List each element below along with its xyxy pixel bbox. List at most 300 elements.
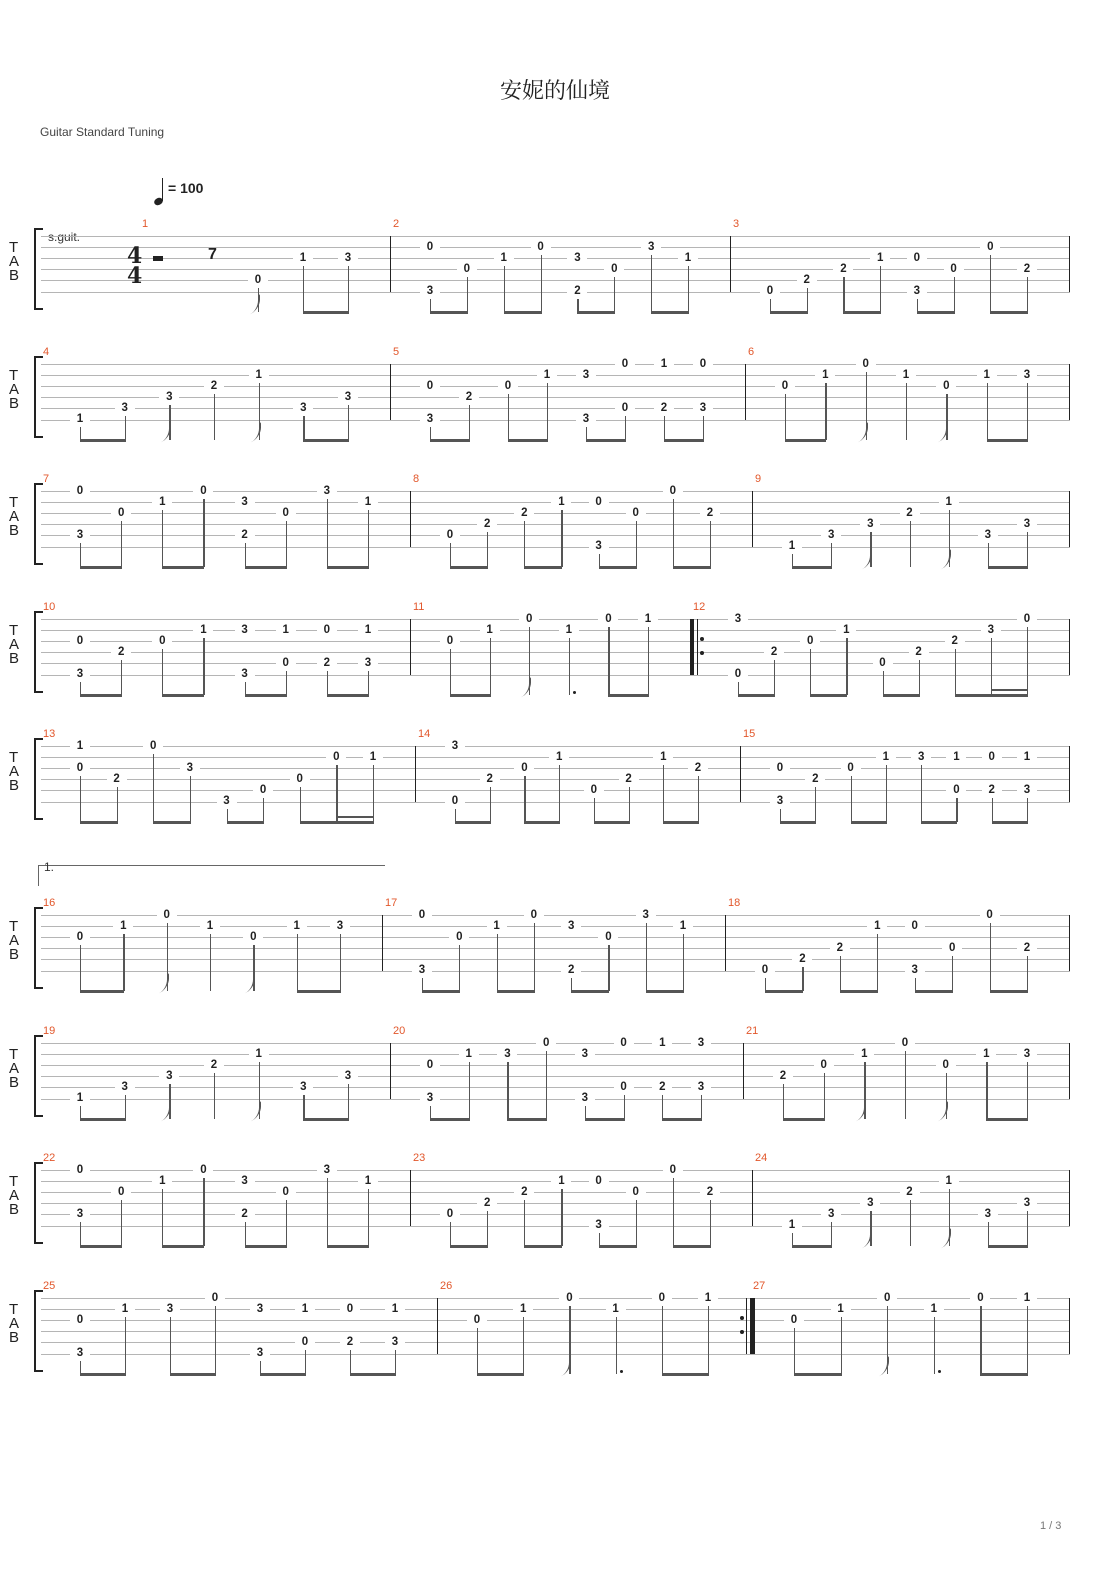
fret-number: 3 xyxy=(412,964,432,976)
fret-number: 0 xyxy=(614,1081,634,1093)
note-stem xyxy=(905,1051,906,1119)
fret-number: 3 xyxy=(160,1303,180,1315)
measure-number: 7 xyxy=(43,473,50,485)
note-stem xyxy=(524,521,525,567)
barline xyxy=(390,1043,391,1099)
tab-clef-letter: B xyxy=(9,522,20,539)
note-beam xyxy=(663,821,699,824)
fret-number: 0 xyxy=(205,1292,225,1304)
fret-number: 1 xyxy=(1017,751,1037,763)
fret-number: 2 xyxy=(773,1070,793,1082)
fret-number: 3 xyxy=(250,1303,270,1315)
fret-number: 2 xyxy=(764,646,784,658)
fret-number: 2 xyxy=(204,380,224,392)
fret-number: 2 xyxy=(340,1336,360,1348)
fret-number: 1 xyxy=(854,1048,874,1060)
fret-number: 3 xyxy=(330,920,350,932)
note-stem xyxy=(547,383,548,440)
fret-number: 1 xyxy=(549,751,569,763)
time-sig-bottom: 4 xyxy=(127,263,143,289)
fret-number: 1 xyxy=(494,252,514,264)
string-line xyxy=(41,1309,1070,1310)
repeat-dot xyxy=(700,651,704,655)
fret-number: 2 xyxy=(652,1081,672,1093)
fret-number: 0 xyxy=(814,1059,834,1071)
time-sig-top: 4 xyxy=(127,243,143,269)
barline xyxy=(745,364,746,420)
note-stem xyxy=(802,967,803,991)
fret-number: 1 xyxy=(977,369,997,381)
fret-number: 0 xyxy=(440,1208,460,1220)
fret-number: 2 xyxy=(805,773,825,785)
tab-clef-letter: T xyxy=(9,239,19,256)
measure-number: 18 xyxy=(728,897,741,909)
note-stem xyxy=(117,787,118,822)
fret-number: 3 xyxy=(115,402,135,414)
fret-number: 0 xyxy=(70,635,90,647)
fret-number: 1 xyxy=(537,369,557,381)
fret-number: 0 xyxy=(693,358,713,370)
fret-number: 1 xyxy=(896,369,916,381)
fret-number: 3 xyxy=(576,369,596,381)
fret-number: 0 xyxy=(420,1059,440,1071)
tab-clef-letter: B xyxy=(9,650,20,667)
fret-number: 0 xyxy=(877,1292,897,1304)
fret-number: 0 xyxy=(559,1292,579,1304)
fret-number: 3 xyxy=(978,1208,998,1220)
note-beam xyxy=(450,694,491,697)
barline xyxy=(410,1170,411,1226)
fret-number: 3 xyxy=(589,1219,609,1231)
fret-number: 0 xyxy=(770,762,790,774)
note-beam xyxy=(577,311,615,314)
note-beam xyxy=(990,990,1028,993)
note-beam xyxy=(843,311,881,314)
fret-number: 3 xyxy=(1017,784,1037,796)
measure-number: 6 xyxy=(748,346,755,358)
repeat-end-thin xyxy=(746,1298,747,1354)
fret-number: 3 xyxy=(905,964,925,976)
note-beam xyxy=(990,311,1028,314)
string-line xyxy=(41,247,1070,248)
repeat-start-thin xyxy=(697,619,698,675)
tempo-marking xyxy=(154,176,234,210)
fret-number: 0 xyxy=(936,380,956,392)
note-stem xyxy=(368,510,369,567)
note-stem xyxy=(348,405,349,440)
fret-number: 0 xyxy=(873,657,893,669)
tab-system xyxy=(0,1152,1110,1258)
note-beam xyxy=(170,1373,216,1376)
note-stem xyxy=(450,1222,451,1246)
note-beam xyxy=(162,566,204,569)
fret-number: 3 xyxy=(691,1081,711,1093)
note-stem xyxy=(843,277,844,312)
fret-number: 0 xyxy=(755,964,775,976)
note-beam xyxy=(662,1118,702,1121)
fret-number: 3 xyxy=(567,252,587,264)
note-stem xyxy=(614,277,615,312)
string-line xyxy=(41,280,1070,281)
note-stem xyxy=(300,787,301,822)
tab-clef-letter: A xyxy=(9,636,20,653)
note-beam xyxy=(508,439,548,442)
repeat-end-thick xyxy=(751,1298,755,1354)
tab-clef-letter: B xyxy=(9,777,20,794)
note-beam xyxy=(350,1373,396,1376)
tab-system xyxy=(0,728,1110,834)
fret-number: 2 xyxy=(688,762,708,774)
note-stem xyxy=(840,956,841,991)
measure-number: 5 xyxy=(393,346,400,358)
note-beam xyxy=(586,439,626,442)
note-beam xyxy=(673,566,711,569)
fret-number: 3 xyxy=(1017,1197,1037,1209)
note-stem xyxy=(608,945,609,991)
note-stem xyxy=(121,521,122,567)
note-stem xyxy=(919,660,920,695)
fret-number: 0 xyxy=(784,1314,804,1326)
note-beam xyxy=(422,990,460,993)
fret-number: 0 xyxy=(970,1292,990,1304)
note-stem xyxy=(986,1062,987,1119)
tab-clef-letter: B xyxy=(9,1329,20,1346)
measure-number: 13 xyxy=(43,728,56,740)
fret-number: 2 xyxy=(619,773,639,785)
fret-number: 3 xyxy=(693,402,713,414)
note-stem xyxy=(846,638,847,695)
fret-number: 0 xyxy=(340,1303,360,1315)
fret-number: 3 xyxy=(293,402,313,414)
tab-clef-letter: T xyxy=(9,367,19,384)
note-beam xyxy=(327,694,369,697)
string-line xyxy=(41,663,1070,664)
note-stem xyxy=(469,1062,470,1119)
fret-number: 3 xyxy=(180,762,200,774)
fret-number: 2 xyxy=(909,646,929,658)
note-beam xyxy=(303,311,349,314)
fret-number: 0 xyxy=(652,1292,672,1304)
volta-bracket xyxy=(38,860,385,886)
fret-number: 3 xyxy=(445,740,465,752)
note-stem xyxy=(162,510,163,567)
fret-number: 0 xyxy=(584,784,604,796)
fret-number: 1 xyxy=(70,740,90,752)
note-stem xyxy=(245,543,246,567)
fret-number: 1 xyxy=(652,1037,672,1049)
fret-number: 0 xyxy=(290,773,310,785)
note-stem xyxy=(1027,532,1028,567)
fret-number: 3 xyxy=(561,920,581,932)
fret-number: 0 xyxy=(598,613,618,625)
fret-number: 0 xyxy=(946,784,966,796)
note-beam xyxy=(245,1245,287,1248)
note-stem xyxy=(987,383,988,440)
fret-number: 2 xyxy=(561,964,581,976)
fret-number: 0 xyxy=(626,1186,646,1198)
fret-number: 1 xyxy=(287,920,307,932)
fret-number: 1 xyxy=(653,751,673,763)
note-stem xyxy=(123,934,124,991)
note-stem xyxy=(534,923,535,991)
note-stem xyxy=(662,1095,663,1119)
barline xyxy=(725,915,726,971)
note-beam xyxy=(955,694,1028,697)
measure-number: 10 xyxy=(43,601,56,613)
note-stem xyxy=(794,1328,795,1374)
score-title: 安妮的仙境 xyxy=(499,79,610,104)
fret-number: 1 xyxy=(939,1175,959,1187)
note-beam xyxy=(571,990,609,993)
fret-number: 3 xyxy=(70,1347,90,1359)
note-stem xyxy=(783,1084,784,1119)
tab-clef-letter: T xyxy=(9,749,19,766)
note-beam xyxy=(327,566,369,569)
fret-number: 2 xyxy=(700,1186,720,1198)
fret-number: 0 xyxy=(326,751,346,763)
note-stem xyxy=(629,787,630,822)
note-stem xyxy=(910,521,911,567)
note-stem xyxy=(1027,383,1028,440)
fret-number: 0 xyxy=(111,1186,131,1198)
note-stem xyxy=(487,532,488,567)
fret-number: 2 xyxy=(900,507,920,519)
note-stem xyxy=(203,638,204,695)
string-line xyxy=(41,1054,1070,1055)
note-beam xyxy=(987,439,1028,442)
fret-number: 3 xyxy=(420,285,440,297)
note-stem xyxy=(683,934,684,991)
note-stem xyxy=(774,660,775,695)
fret-number: 3 xyxy=(159,391,179,403)
note-beam xyxy=(80,566,122,569)
note-stem xyxy=(487,1211,488,1246)
fret-number: 0 xyxy=(907,252,927,264)
note-beam xyxy=(783,1118,825,1121)
tab-clef-letter: T xyxy=(9,918,19,935)
note-stem xyxy=(886,765,887,822)
fret-number: 3 xyxy=(293,1081,313,1093)
note-stem xyxy=(125,1317,126,1374)
fret-number: 3 xyxy=(385,1336,405,1348)
fret-number: 1 xyxy=(551,1175,571,1187)
note-beam xyxy=(80,439,126,442)
duration-dot xyxy=(573,691,576,694)
fret-number: 1 xyxy=(870,252,890,264)
final-barline xyxy=(1069,915,1070,971)
note-stem xyxy=(990,923,991,991)
fret-number: 1 xyxy=(924,1303,944,1315)
note-beam xyxy=(986,1118,1028,1121)
final-barline xyxy=(1069,746,1070,802)
note-stem xyxy=(991,638,992,695)
note-beam xyxy=(599,566,637,569)
fret-number: 1 xyxy=(249,1048,269,1060)
note-beam xyxy=(80,694,122,697)
fret-number: 0 xyxy=(895,1037,915,1049)
tab-clef-letter: T xyxy=(9,494,19,511)
note-beam xyxy=(651,311,689,314)
note-stem xyxy=(524,1200,525,1246)
note-stem xyxy=(303,266,304,312)
note-beam xyxy=(80,1245,122,1248)
note-stem xyxy=(214,394,215,440)
fret-number: 0 xyxy=(253,784,273,796)
string-line xyxy=(41,269,1070,270)
note-stem xyxy=(245,1222,246,1246)
note-stem xyxy=(162,649,163,695)
fret-number: 0 xyxy=(440,529,460,541)
fret-number: 3 xyxy=(728,613,748,625)
note-beam xyxy=(303,1118,349,1121)
fret-number: 0 xyxy=(157,909,177,921)
note-stem xyxy=(646,923,647,991)
fret-number: 3 xyxy=(497,1048,517,1060)
note-stem xyxy=(831,1222,832,1246)
string-line xyxy=(41,1203,1070,1204)
repeat-dot xyxy=(700,637,704,641)
fret-number: 0 xyxy=(248,274,268,286)
fret-number: 1 xyxy=(698,1292,718,1304)
note-beam xyxy=(664,439,704,442)
tab-system xyxy=(0,897,1110,1003)
note-beam xyxy=(227,821,265,824)
quarter-note-icon xyxy=(162,178,163,201)
fret-number: 0 xyxy=(942,942,962,954)
note-stem xyxy=(810,649,811,695)
note-stem xyxy=(395,1350,396,1374)
note-beam xyxy=(585,1118,625,1121)
fret-number: 3 xyxy=(636,909,656,921)
fret-number: 0 xyxy=(420,241,440,253)
note-stem xyxy=(368,671,369,695)
fret-number: 0 xyxy=(243,931,263,943)
final-barline xyxy=(1069,1043,1070,1099)
fret-number: 1 xyxy=(115,1303,135,1315)
note-stem xyxy=(303,416,304,440)
note-stem xyxy=(956,798,957,822)
tab-clef-letter: B xyxy=(9,1201,20,1218)
fret-number: 3 xyxy=(1017,369,1037,381)
fret-number: 0 xyxy=(70,1314,90,1326)
fret-number: 1 xyxy=(480,624,500,636)
note-stem xyxy=(368,1189,369,1246)
note-stem xyxy=(508,394,509,440)
fret-number: 3 xyxy=(907,285,927,297)
fret-number: 0 xyxy=(152,635,172,647)
note-stem xyxy=(450,543,451,567)
string-line xyxy=(41,779,1070,780)
note-stem xyxy=(701,1095,702,1119)
note-beam xyxy=(921,821,957,824)
note-beam xyxy=(245,694,287,697)
fret-number: 0 xyxy=(449,931,469,943)
fret-number: 0 xyxy=(111,507,131,519)
time-signature xyxy=(127,243,143,289)
note-stem xyxy=(263,798,264,822)
note-stem xyxy=(673,499,674,567)
fret-number: 1 xyxy=(70,413,90,425)
note-beam xyxy=(673,1245,711,1248)
note-beam xyxy=(662,1373,709,1376)
note-stem xyxy=(703,416,704,440)
note-stem xyxy=(524,776,525,822)
note-stem xyxy=(824,1073,825,1119)
note-stem xyxy=(883,671,884,695)
fret-number: 0 xyxy=(457,263,477,275)
fret-number: 2 xyxy=(797,274,817,286)
fret-number: 3 xyxy=(338,1070,358,1082)
note-beam xyxy=(297,990,341,993)
fret-number: 3 xyxy=(358,657,378,669)
note-beam xyxy=(303,439,349,442)
string-line xyxy=(41,1320,1070,1321)
note-stem xyxy=(561,510,562,567)
note-beam xyxy=(794,1373,842,1376)
note-beam xyxy=(792,566,832,569)
note-stem xyxy=(616,1317,617,1374)
fret-number: 0 xyxy=(615,402,635,414)
note-stem xyxy=(121,1200,122,1246)
fret-number: 2 xyxy=(1017,263,1037,275)
string-line xyxy=(41,408,1070,409)
note-stem xyxy=(673,1178,674,1246)
note-beam xyxy=(840,990,878,993)
barline xyxy=(390,364,391,420)
fret-number: 2 xyxy=(480,773,500,785)
fret-number: 1 xyxy=(946,751,966,763)
string-line xyxy=(41,386,1070,387)
fret-number: 2 xyxy=(830,942,850,954)
fret-number: 0 xyxy=(524,909,544,921)
note-stem xyxy=(815,787,816,822)
final-barline xyxy=(1069,236,1070,292)
string-line xyxy=(41,1076,1070,1077)
tab-clef-letter: A xyxy=(9,508,20,525)
fret-number: 0 xyxy=(760,285,780,297)
note-stem xyxy=(327,671,328,695)
sixteenth-beam xyxy=(336,816,374,818)
note-beam xyxy=(524,1245,562,1248)
fret-number: 0 xyxy=(728,668,748,680)
fret-number: 0 xyxy=(598,931,618,943)
note-beam xyxy=(524,566,562,569)
fret-number: 1 xyxy=(1017,1292,1037,1304)
fret-number: 0 xyxy=(982,751,1002,763)
fret-number: 1 xyxy=(976,1048,996,1060)
tab-clef-letter: A xyxy=(9,253,20,270)
note-stem xyxy=(710,521,711,567)
fret-number: 3 xyxy=(420,413,440,425)
note-stem xyxy=(1027,277,1028,312)
fret-number: 3 xyxy=(860,518,880,530)
fret-number: 2 xyxy=(111,646,131,658)
note-stem xyxy=(651,255,652,312)
page-indicator: 1 / 3 xyxy=(1040,1520,1062,1532)
fret-number: 0 xyxy=(589,496,609,508)
fret-number: 3 xyxy=(70,529,90,541)
tab-system xyxy=(0,473,1110,579)
tab-system xyxy=(0,1280,1110,1386)
fret-number: 0 xyxy=(856,358,876,370)
tab-clef-letter: B xyxy=(9,267,20,284)
note-stem xyxy=(906,383,907,440)
fret-number: 0 xyxy=(519,613,539,625)
note-beam xyxy=(300,821,374,824)
barline xyxy=(410,491,411,547)
note-stem xyxy=(636,521,637,567)
fret-number: 1 xyxy=(673,920,693,932)
